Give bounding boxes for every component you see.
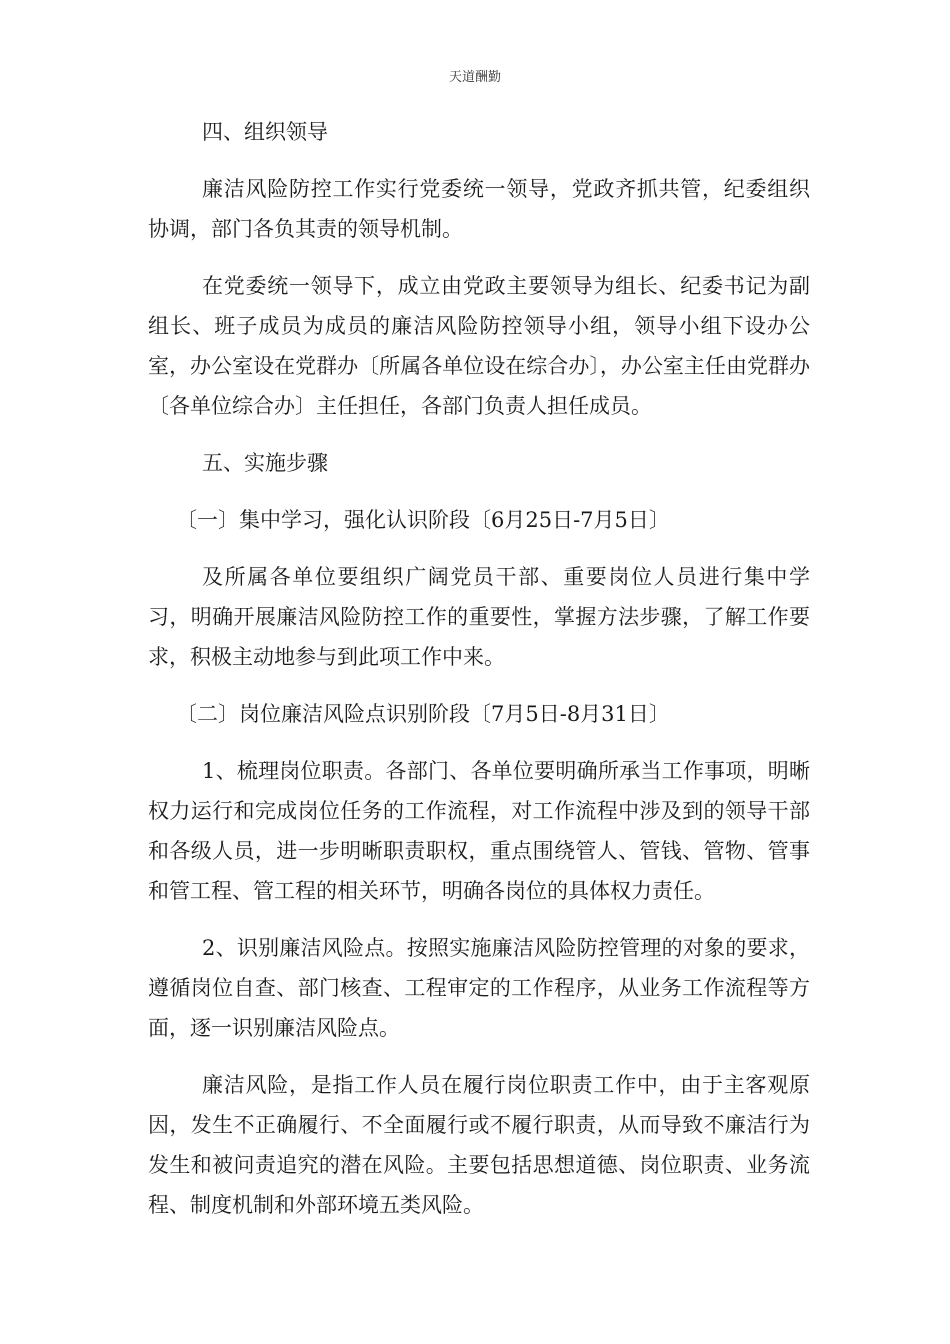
page-header: 天道酬勤	[448, 70, 501, 85]
paragraph: 2、识别廉洁风险点。按照实施廉洁风险防控管理的对象的要求，遵循岗位自查、部门核查、工程审定的工作程序，从业务工作流程等方面，逐一识别廉洁风险点。	[148, 936, 810, 1040]
paragraph: 在党委统一领导下，成立由党政主要领导为组长、纪委书记为副组长、班子成员为成员的廉洁风险防控领导小组，领导小组下设办公室，办公室设在党群办〔所属各单位设在综合办〕，办公室主任由党群办〔各单位综合办〕主任担任，各部门负责人担任成员。	[148, 274, 810, 418]
subsection-heading-risk-identification: 〔二〕岗位廉洁风险点识别阶段〔7月5日-8月31日〕	[176, 702, 670, 726]
paragraph: 1、梳理岗位职责。各部门、各单位要明确所承当工作事项，明晰权力运行和完成岗位任务的工作流程，对工作流程中涉及到的领导干部和各级人员，进一步明晰职责职权，重点围绕管人、管钱、管物、管事和管工程、管工程的相关环节，明确各岗位的具体权力责任。	[148, 759, 810, 903]
section-heading-steps: 五、实施步骤	[202, 451, 328, 475]
document-body	[148, 112, 810, 1225]
paragraph: 廉洁风险，是指工作人员在履行岗位职责工作中，由于主客观原因，发生不正确履行、不全面履行或不履行职责，从而导致不廉洁行为发生和被问责追究的潜在风险。主要包括思想道德、岗位职责、业务流程、制度机制和外部环境五类风险。	[148, 1073, 810, 1217]
subsection-heading-study: 〔一〕集中学习，强化认识阶段〔6月25日-7月5日〕	[176, 508, 670, 532]
section-heading-organization: 四、组织领导	[202, 120, 328, 144]
paragraph: 廉洁风险防控工作实行党委统一领导，党政齐抓共管，纪委组织协调，部门各负其责的领导机制。	[148, 177, 810, 241]
paragraph: 及所属各单位要组织广阔党员干部、重要岗位人员进行集中学习，明确开展廉洁风险防控工作的重要性，掌握方法步骤，了解工作要求，积极主动地参与到此项工作中来。	[148, 565, 810, 669]
